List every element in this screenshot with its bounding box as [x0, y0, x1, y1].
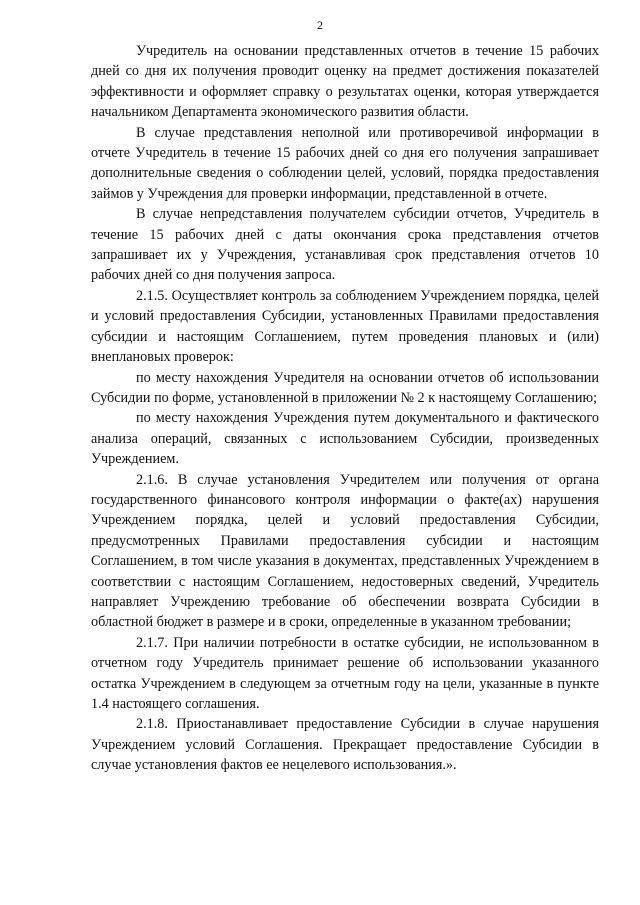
- paragraph-2-1-5: 2.1.5. Осуществляет контроль за соблюдением Учреждением порядка, целей и условий предоставления Субсидии, установленных Правилами предоставления субсидии и настоящим Соглашением, путем проведения плановых и (или) внеплановых проверок:: [91, 287, 599, 366]
- document-body: [91, 41, 599, 776]
- page-number: 2: [317, 18, 323, 32]
- paragraph-incomplete-info: В случае представления неполной или противоречивой информации в отчете Учредитель в течение 15 рабочих дней со дня его получения запрашивает дополнительные сведения о соблюдении целей, условий, порядка предоставления займов у Учреждения для проверки информации, представленной в отчете.: [91, 124, 599, 202]
- paragraph-2-1-8: 2.1.8. Приостанавливает предоставление Субсидии в случае нарушения Учреждением условий Соглашения. Прекращает предоставление Субсидии в случае установления фактов ее нецелевого использования.».: [91, 716, 599, 774]
- paragraph-2-1-7: 2.1.7. При наличии потребности в остатке субсидии, не использованном в отчетном году Учредитель принимает решение об использовании указанного остатка Учреждением в следующем за отчетным году на цели, указанные в пункте 1.4 настоящего соглашения.: [91, 634, 599, 712]
- paragraph-assessment: Учредитель на основании представленных отчетов в течение 15 рабочих дней со дня их получения проводит оценку на предмет достижения показателей эффективности и оформляет справку о результатах оценки, которая утверждается начальником Департамента экономического развития области.: [91, 43, 599, 121]
- paragraph-2-1-6: 2.1.6. В случае установления Учредителем или получения от органа государственного финансового контроля информации о факте(ах) нарушения Учреждением порядка, целей и условий предоставления Субсидии, предусмотренных Правилами предоставления субсидии и настоящим Соглашением, в том числе указания в документах, представленных Учреждением в соответствии с настоящим Соглашением, недостоверных сведений, Учредитель направляет Учреждению требование об обеспечении возврата Субсидии в областной бюджет в размере и в сроки, определенные в указанном требовании;: [91, 471, 599, 631]
- paragraph-founder-location: по месту нахождения Учредителя на основании отчетов об использовании Субсидии по форме, установленной в приложении № 2 к настоящему Соглашению;: [91, 369, 599, 406]
- paragraph-institution-location: по месту нахождения Учреждения путем документального и фактического анализа операций, связанных с использованием Субсидии, произведенных Учреждением.: [91, 410, 599, 468]
- paragraph-non-submission: В случае непредставления получателем субсидии отчетов, Учредитель в течение 15 рабочих дней с даты окончания срока представления отчетов запрашивает их у Учреждения, устанавливая срок представления отчетов 10 рабочих дней со дня получения запроса.: [91, 206, 599, 284]
